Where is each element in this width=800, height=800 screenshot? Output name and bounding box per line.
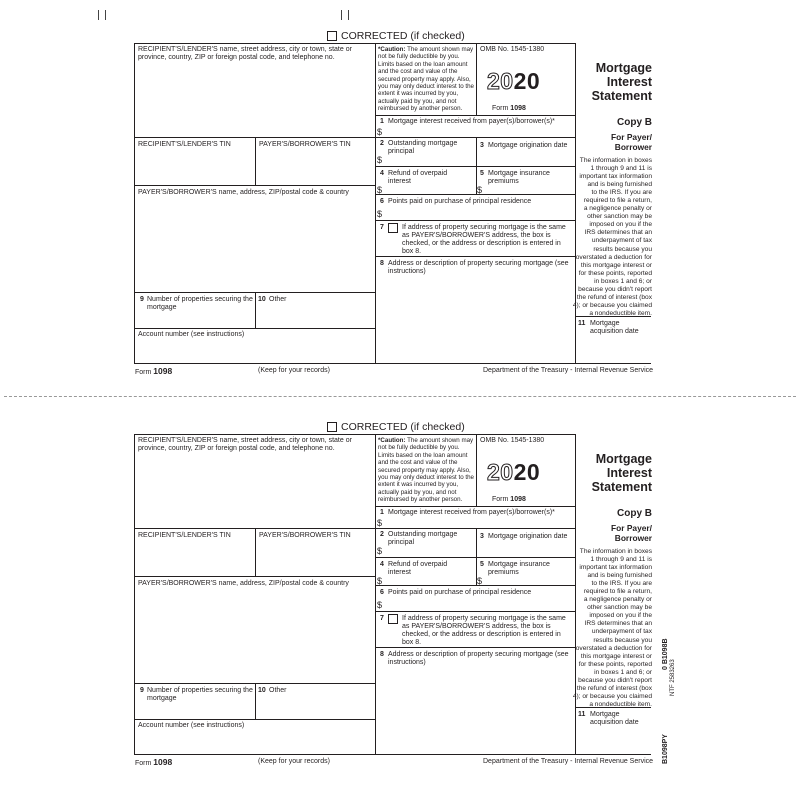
line-box1-top bbox=[375, 115, 576, 116]
box2-dollar: $ bbox=[377, 546, 383, 556]
account-number-label: Account number (see instructions) bbox=[138, 722, 245, 729]
box3-number: 3 bbox=[480, 533, 484, 540]
title-line-2: Interest bbox=[606, 75, 652, 89]
form-number-small: Form 1098 bbox=[492, 496, 526, 503]
info-line: 4); or because you claimed bbox=[572, 692, 652, 700]
side-product-code: B1098PY bbox=[662, 734, 669, 764]
payer-name-label: PAYER'S/BORROWER'S name, address, ZIP/postal code & country bbox=[138, 189, 349, 196]
info-line: underpayment of tax bbox=[591, 237, 652, 245]
recipient-name-label: RECIPIENT'S/LENDER'S name, street address, city or town, state or province, country, ZIP or foreign postal code, and telephone no. bbox=[138, 437, 352, 452]
box7-label: If address of property securing mortgage is the same as PAYER'S/BORROWER'S address, the box is checked, or the address or description is entered in box 8. bbox=[402, 615, 566, 646]
corrected-checkbox-row[interactable] bbox=[327, 421, 465, 433]
box1-dollar: $ bbox=[377, 127, 383, 137]
line-box8-top bbox=[375, 647, 576, 648]
box4-number: 4 bbox=[380, 170, 384, 177]
info-line: 1 through 9 and 11 is bbox=[590, 556, 652, 564]
caution-text: *Caution: The amount shown may not be fully deductible by you. Limits based on the loan amount and the cost and value of the secured property may apply. Also, you may only deduct interest to the extent it was incurred by you, actually paid by you, and not reimbursed by another person. bbox=[378, 46, 474, 113]
info-line: a negligence penalty or bbox=[583, 205, 652, 213]
line-payer-name-top bbox=[134, 185, 375, 186]
title-line-2: Interest bbox=[606, 466, 652, 480]
title-line-1: Mortgage bbox=[595, 452, 652, 466]
info-line: IRS determines that an bbox=[584, 620, 652, 628]
title-line-1: Mortgage bbox=[595, 61, 652, 75]
info-line: important tax information bbox=[579, 173, 652, 181]
box9-label: Number of properties securing the mortgage bbox=[147, 687, 253, 702]
recipient-tin-label: RECIPIENT'S/LENDER'S TIN bbox=[138, 532, 231, 539]
info-line: because you didn't report bbox=[578, 676, 652, 684]
footer-department: Department of the Treasury - Internal Revenue Service bbox=[483, 367, 654, 374]
side-ntf-code: NTF 2583263 bbox=[670, 659, 676, 696]
line-box4-top bbox=[375, 166, 576, 167]
box4-label: Refund of overpaid interest bbox=[388, 170, 448, 185]
form-title bbox=[576, 61, 652, 103]
divider-box10 bbox=[255, 292, 256, 328]
form-number-small: Form 1098 bbox=[492, 105, 526, 112]
box5-dollar: $ bbox=[477, 185, 483, 195]
box8-number: 8 bbox=[380, 651, 384, 658]
box10-number: 10 bbox=[258, 296, 266, 303]
info-line: this mortgage interest or bbox=[580, 652, 652, 660]
box6-label: Points paid on purchase of principal residence bbox=[388, 589, 532, 596]
for-payer-label: For Payer/ Borrower bbox=[611, 523, 652, 543]
footer-keep: (Keep for your records) bbox=[258, 367, 330, 374]
box7-label: If address of property securing mortgage is the same as PAYER'S/BORROWER'S address, the box is checked, or the address or description is entered in box 8. bbox=[402, 224, 566, 255]
box10-label: Other bbox=[269, 296, 287, 303]
info-line: 1 through 9 and 11 is bbox=[590, 165, 652, 173]
box11-label: Mortgage acquisition date bbox=[590, 320, 639, 335]
box3-label: Mortgage origination date bbox=[488, 142, 568, 149]
box5-label: Mortgage insurance premiums bbox=[488, 170, 550, 185]
omb-number: OMB No. 1545-1380 bbox=[480, 437, 545, 444]
box3-number: 3 bbox=[480, 142, 484, 149]
box9-label: Number of properties securing the mortgage bbox=[147, 296, 253, 311]
footer-keep: (Keep for your records) bbox=[258, 758, 330, 765]
tax-year: 2020 bbox=[487, 459, 541, 485]
divider-box10 bbox=[255, 683, 256, 719]
form-copy-bottom bbox=[0, 391, 800, 789]
info-line: imposed on you if the bbox=[589, 221, 652, 229]
box4-dollar: $ bbox=[377, 576, 383, 586]
corrected-checkbox[interactable] bbox=[327, 422, 337, 432]
box7-number: 7 bbox=[380, 615, 384, 622]
form-left-border bbox=[134, 43, 135, 363]
box2-label: Outstanding mortgage principal bbox=[388, 140, 458, 155]
info-line: required to file a return, bbox=[583, 588, 652, 596]
box1-dollar: $ bbox=[377, 518, 383, 528]
divider-tin bbox=[255, 528, 256, 576]
box7-number: 7 bbox=[380, 224, 384, 231]
info-line: because you didn't report bbox=[578, 285, 652, 293]
corrected-label: CORRECTED (if checked) bbox=[341, 421, 465, 433]
info-line: a nondeductible item. bbox=[589, 309, 652, 317]
recipient-name-label: RECIPIENT'S/LENDER'S name, street address, city or town, state or province, country, ZIP or foreign postal code, and telephone no. bbox=[138, 46, 352, 61]
info-line: and is being furnished bbox=[587, 572, 652, 580]
form-left-border bbox=[134, 434, 135, 754]
corrected-checkbox-row[interactable] bbox=[327, 30, 465, 42]
box5-number: 5 bbox=[480, 170, 484, 177]
box10-label: Other bbox=[269, 687, 287, 694]
box5-dollar: $ bbox=[477, 576, 483, 586]
box9-number: 9 bbox=[140, 296, 144, 303]
form-copy-top bbox=[0, 0, 800, 398]
box5-number: 5 bbox=[480, 561, 484, 568]
line-tin-top bbox=[134, 528, 576, 529]
info-line: a nondeductible item. bbox=[589, 700, 652, 708]
box8-number: 8 bbox=[380, 260, 384, 267]
box4-label: Refund of overpaid interest bbox=[388, 561, 448, 576]
info-line: other sanction may be bbox=[587, 213, 652, 221]
line-box1-top bbox=[375, 506, 576, 507]
line-box7-top bbox=[375, 220, 576, 221]
box6-dollar: $ bbox=[377, 600, 383, 610]
info-line: a negligence penalty or bbox=[583, 596, 652, 604]
divider-omb bbox=[476, 434, 477, 506]
info-paragraph bbox=[572, 157, 652, 318]
box6-dollar: $ bbox=[377, 209, 383, 219]
line-box7-top bbox=[375, 611, 576, 612]
divider-main bbox=[375, 434, 376, 754]
caution-text: *Caution: The amount shown may not be fully deductible by you. Limits based on the loan amount and the cost and value of the secured property may apply. Also, you may only deduct interest to the extent it was incurred by you, actually paid by you, and not reimbursed by another person. bbox=[378, 437, 474, 504]
info-line: imposed on you if the bbox=[589, 612, 652, 620]
box8-label: Address or description of property securing mortgage (see instructions) bbox=[388, 260, 569, 275]
side-form-code: 0 B1098B bbox=[662, 638, 669, 670]
info-line: IRS determines that an bbox=[584, 229, 652, 237]
info-line: in boxes 1 and 6; or bbox=[594, 668, 652, 676]
form-top-border bbox=[134, 434, 576, 435]
info-line: other sanction may be bbox=[587, 604, 652, 612]
box2-number: 2 bbox=[380, 531, 384, 538]
tax-year: 2020 bbox=[487, 68, 541, 94]
footer-form: Form 1098 bbox=[135, 757, 173, 767]
omb-number: OMB No. 1545-1380 bbox=[480, 46, 545, 53]
box11-number: 11 bbox=[578, 320, 586, 327]
line-box6-top bbox=[375, 585, 576, 586]
copy-label: Copy B bbox=[617, 508, 652, 519]
account-number-label: Account number (see instructions) bbox=[138, 331, 245, 338]
line-tin-top bbox=[134, 137, 576, 138]
box6-number: 6 bbox=[380, 589, 384, 596]
box1-number: 1 bbox=[380, 509, 384, 516]
box2-number: 2 bbox=[380, 140, 384, 147]
title-line-3: Statement bbox=[591, 89, 652, 103]
title-line-3: Statement bbox=[591, 480, 652, 494]
copy-label: Copy B bbox=[617, 117, 652, 128]
line-payer-name-top bbox=[134, 576, 375, 577]
box1-label: Mortgage interest received from payer(s)/borrower(s)* bbox=[388, 118, 555, 125]
box1-label: Mortgage interest received from payer(s)/borrower(s)* bbox=[388, 509, 555, 516]
box7-checkbox[interactable] bbox=[388, 223, 398, 233]
info-line: overstated a deduction for bbox=[575, 253, 652, 261]
footer-department: Department of the Treasury - Internal Revenue Service bbox=[483, 758, 654, 765]
line-box6-top bbox=[375, 194, 576, 195]
recipient-tin-label: RECIPIENT'S/LENDER'S TIN bbox=[138, 141, 231, 148]
form-bottom-border bbox=[134, 754, 651, 755]
info-line: this mortgage interest or bbox=[580, 261, 652, 269]
info-line: The information in boxes bbox=[579, 548, 652, 555]
box7-checkbox[interactable] bbox=[388, 614, 398, 624]
box1-number: 1 bbox=[380, 118, 384, 125]
box10-number: 10 bbox=[258, 687, 266, 694]
box6-number: 6 bbox=[380, 198, 384, 205]
info-paragraph bbox=[572, 548, 652, 709]
form-title bbox=[576, 452, 652, 494]
payer-name-label: PAYER'S/BORROWER'S name, address, ZIP/postal code & country bbox=[138, 580, 349, 587]
info-line: 4); or because you claimed bbox=[572, 301, 652, 309]
box8-label: Address or description of property securing mortgage (see instructions) bbox=[388, 651, 569, 666]
info-line: in boxes 1 and 6; or bbox=[594, 277, 652, 285]
info-line: results because you bbox=[593, 245, 652, 253]
payer-tin-label: PAYER'S/BORROWER'S TIN bbox=[259, 141, 351, 148]
info-line: underpayment of tax bbox=[591, 628, 652, 636]
box5-label: Mortgage insurance premiums bbox=[488, 561, 550, 576]
corrected-checkbox[interactable] bbox=[327, 31, 337, 41]
for-payer-label: For Payer/ Borrower bbox=[611, 132, 652, 152]
payer-tin-label: PAYER'S/BORROWER'S TIN bbox=[259, 532, 351, 539]
box4-dollar: $ bbox=[377, 185, 383, 195]
info-line: The information in boxes bbox=[579, 157, 652, 164]
info-line: and is being furnished bbox=[587, 181, 652, 189]
form-bottom-border bbox=[134, 363, 651, 364]
box2-label: Outstanding mortgage principal bbox=[388, 531, 458, 546]
info-line: required to file a return, bbox=[583, 197, 652, 205]
box4-number: 4 bbox=[380, 561, 384, 568]
divider-tin bbox=[255, 137, 256, 185]
info-line: results because you bbox=[593, 636, 652, 644]
box6-label: Points paid on purchase of principal residence bbox=[388, 198, 532, 205]
divider-main bbox=[375, 43, 376, 363]
box2-dollar: $ bbox=[377, 155, 383, 165]
line-account-top bbox=[134, 719, 375, 720]
info-line: the refund of interest (box bbox=[576, 684, 652, 692]
info-line: overstated a deduction for bbox=[575, 644, 652, 652]
box11-label: Mortgage acquisition date bbox=[590, 711, 639, 726]
corrected-label: CORRECTED (if checked) bbox=[341, 30, 465, 42]
line-box4-top bbox=[375, 557, 576, 558]
form-top-border bbox=[134, 43, 576, 44]
footer-form: Form 1098 bbox=[135, 366, 173, 376]
info-line: to the IRS. If you are bbox=[591, 580, 652, 588]
box9-number: 9 bbox=[140, 687, 144, 694]
info-line: the refund of interest (box bbox=[576, 293, 652, 301]
line-box8-top bbox=[375, 256, 576, 257]
info-line: important tax information bbox=[579, 564, 652, 572]
info-line: for these points, reported bbox=[578, 660, 652, 668]
info-line: for these points, reported bbox=[578, 269, 652, 277]
line-account-top bbox=[134, 328, 375, 329]
box3-label: Mortgage origination date bbox=[488, 533, 568, 540]
info-line: to the IRS. If you are bbox=[591, 189, 652, 197]
divider-omb bbox=[476, 43, 477, 115]
box11-number: 11 bbox=[578, 711, 586, 718]
